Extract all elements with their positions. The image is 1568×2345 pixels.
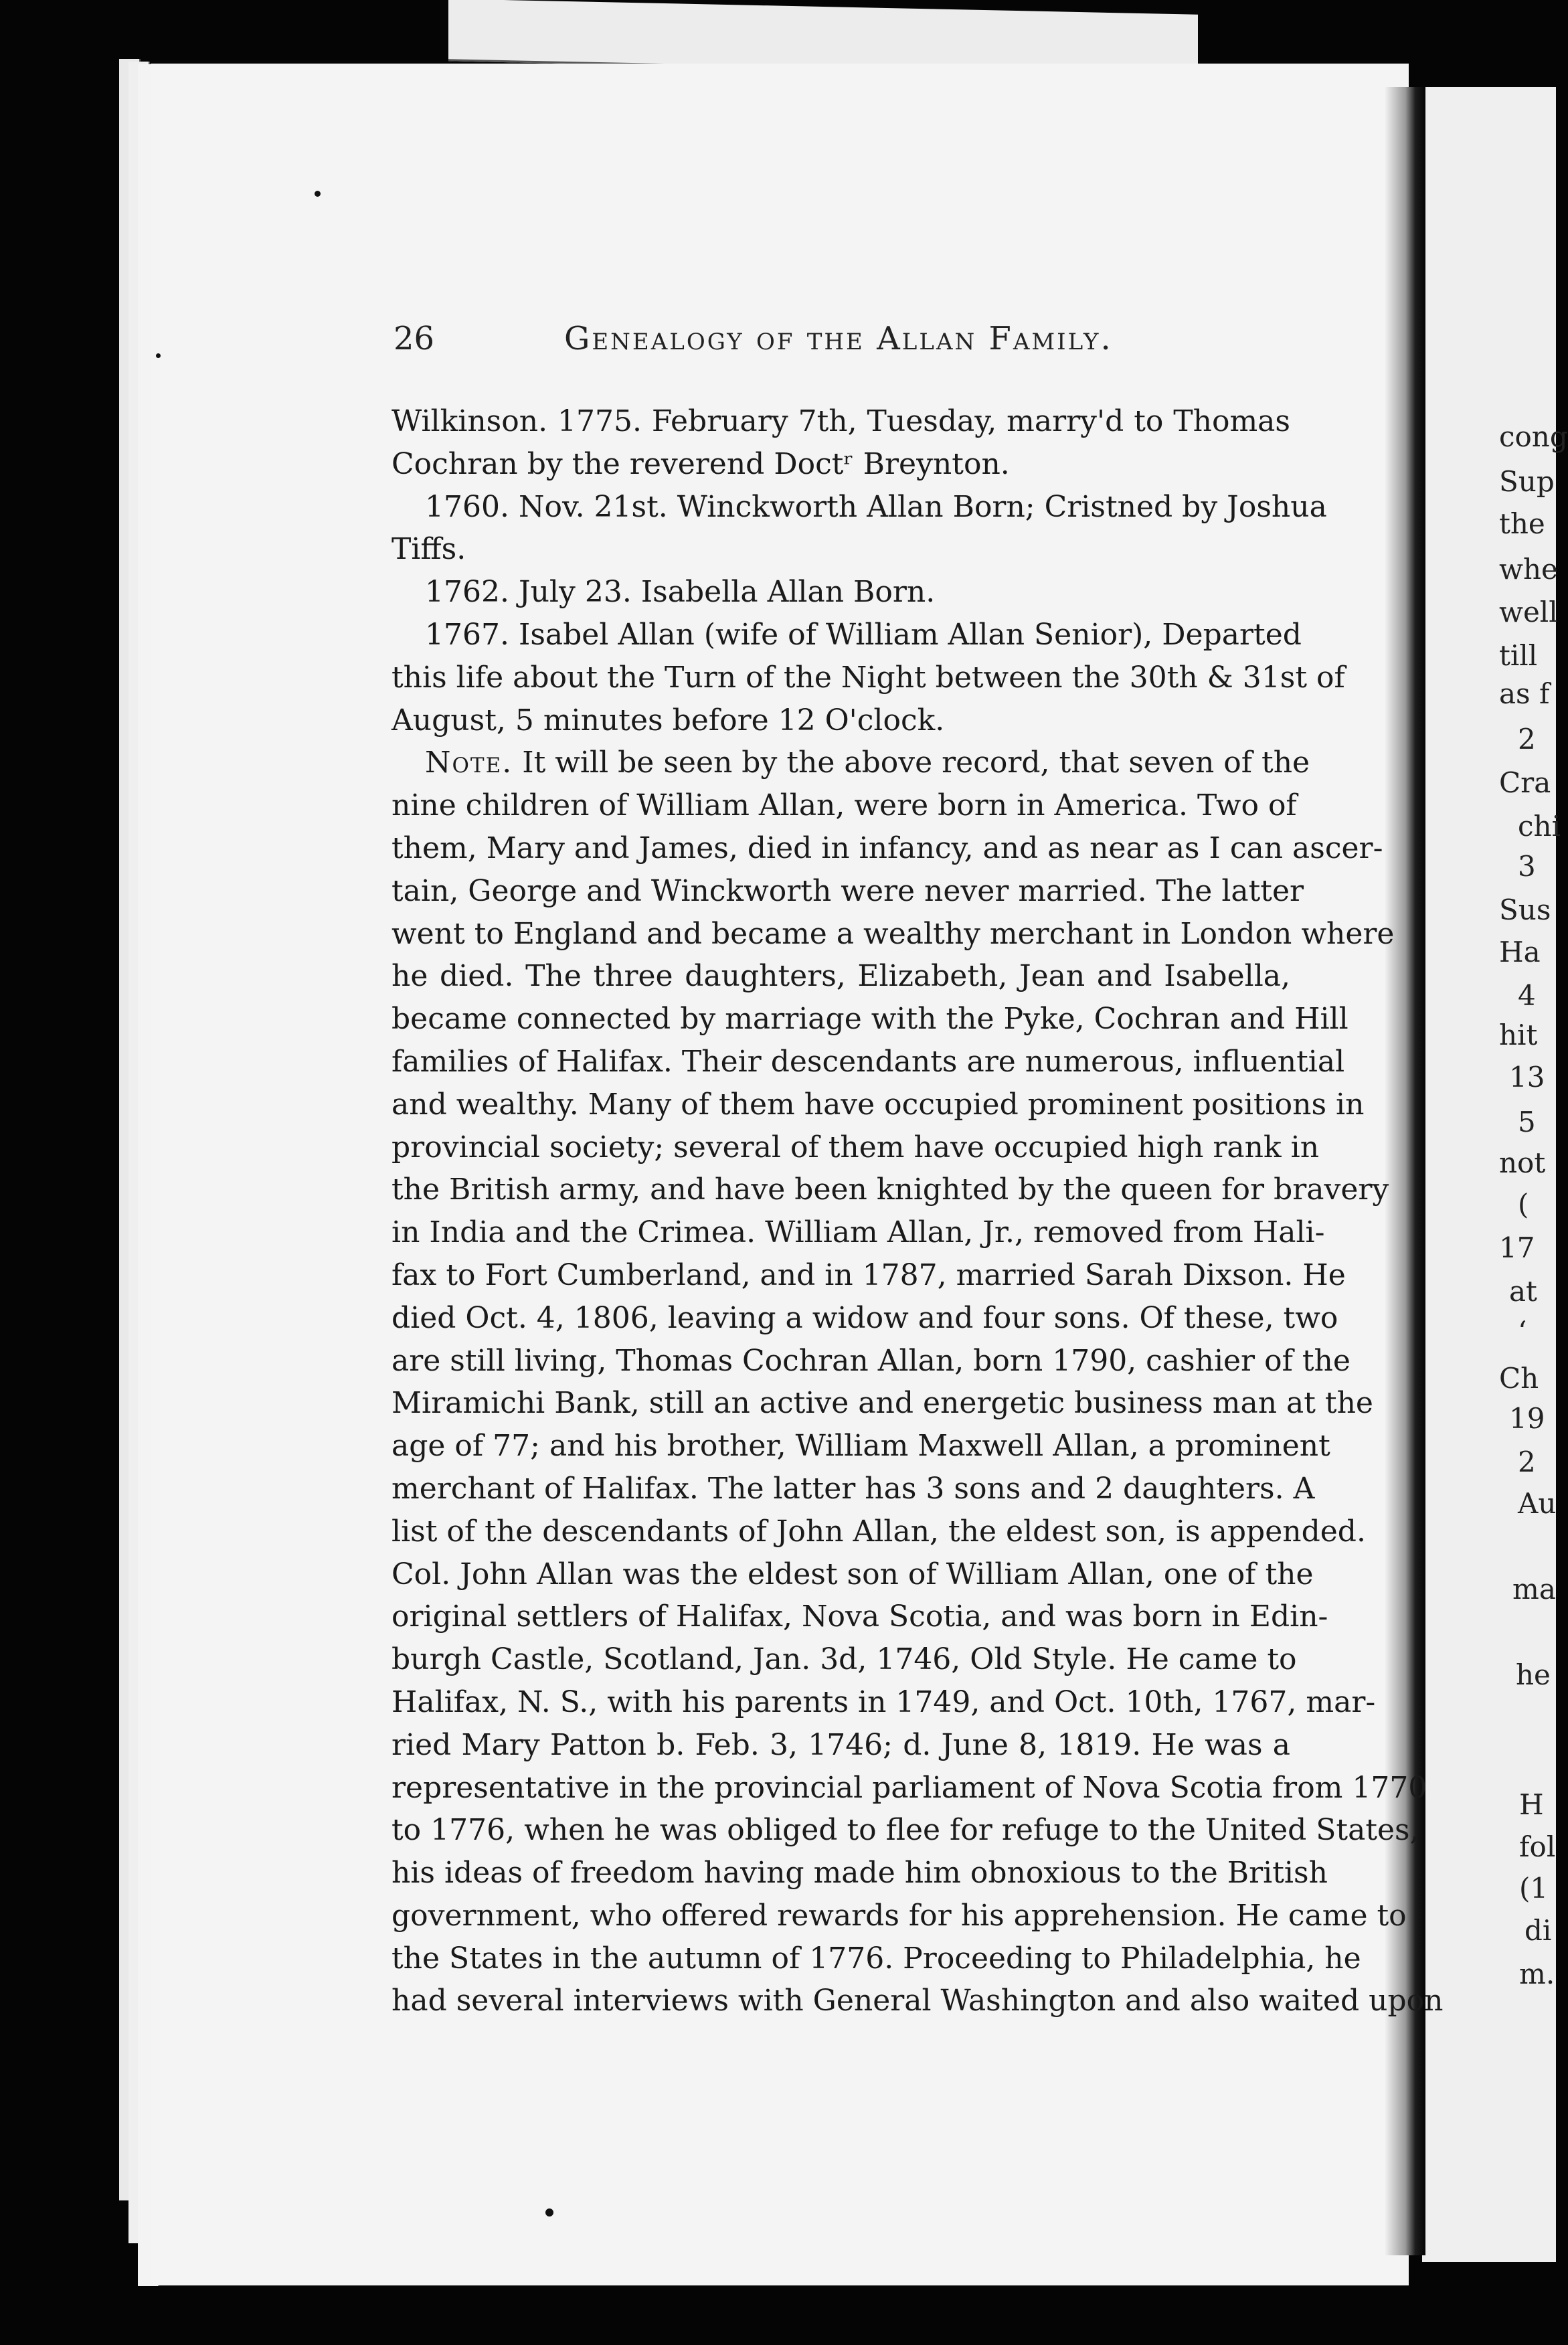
text-line-content: the British army, and have been knighted by the queen for bravery [391, 1172, 1389, 1207]
text-line [391, 784, 1297, 827]
text-line [391, 400, 1290, 443]
facing-page-fragment: 4 [1518, 979, 1536, 1012]
text-line [391, 742, 1310, 784]
text-line-content: went to England and became a wealthy merchant in London where [391, 916, 1395, 951]
text-line-content: the States in the autumn of 1776. Proceeding to Philadelphia, he [391, 1941, 1361, 1976]
text-line [391, 571, 1290, 614]
facing-page-fragment: ‘ [1518, 1315, 1527, 1348]
text-line-content: families of Halifax. Their descendants are numerous, influential [391, 1044, 1345, 1079]
text-line [391, 614, 1302, 657]
text-line-content: Col. John Allan was the eldest son of William Allan, one of the [391, 1557, 1314, 1591]
facing-page-fragment: Ch [1499, 1362, 1539, 1395]
text-line-content: his ideas of freedom having made him obnoxious to the British [391, 1856, 1328, 1891]
scan-speck [315, 191, 321, 197]
facing-page-fragment: Au [1518, 1487, 1557, 1520]
text-line-content: he died. The three daughters, Elizabeth, Jean and Isabella, [391, 959, 1290, 994]
text-line-content: Wilkinson. 1775. February 7th, Tuesday, marry'd to Thomas [391, 404, 1290, 438]
facing-page-fragment: di [1525, 1914, 1552, 1947]
text-line [391, 699, 1290, 742]
text-line-content: fax to Fort Cumberland, and in 1787, married Sarah Dixson. He [391, 1257, 1346, 1292]
facing-page-fragment: well [1499, 596, 1558, 628]
text-line [391, 1340, 1351, 1383]
text-line-content: tain, George and Winckworth were never married. The latter [391, 873, 1304, 908]
text-line [391, 1638, 1297, 1681]
facing-page-fragment: whe [1499, 553, 1558, 586]
text-line [391, 1468, 1315, 1510]
text-line-content: had several interviews with General Washington and also waited upon [391, 1984, 1444, 2018]
facing-page-fragment: at [1509, 1275, 1537, 1308]
text-line [391, 1382, 1373, 1425]
text-line [391, 1168, 1389, 1211]
text-line-content: died Oct. 4, 1806, leaving a widow and four sons. Of these, two [391, 1300, 1338, 1335]
text-line [391, 1510, 1366, 1553]
text-line-content: It will be seen by the above record, that seven of the [522, 746, 1310, 780]
facing-page-fragment: 3 [1518, 850, 1536, 883]
text-line [391, 1083, 1365, 1126]
text-line [391, 1425, 1330, 1468]
facing-page-fragment: Cra [1499, 766, 1551, 799]
text-line-content: burgh Castle, Scotland, Jan. 3d, 1746, Old Style. He came to [391, 1642, 1297, 1677]
text-line [391, 486, 1327, 529]
text-line [391, 1767, 1427, 1810]
facing-page-fragment: chi [1518, 810, 1561, 843]
text-line [391, 657, 1345, 699]
text-line-content: them, Mary and James, died in infancy, and as near as I can ascer- [391, 831, 1383, 865]
facing-page-fragment: Sup [1499, 465, 1555, 498]
body-text [391, 400, 1444, 2022]
text-line-content: became connected by marriage with the Pyke, Cochran and Hill [391, 1002, 1348, 1037]
text-line [391, 1724, 1290, 1767]
text-line [391, 913, 1395, 956]
text-line [391, 1809, 1419, 1852]
text-line-content: and wealthy. Many of them have occupied prominent positions in [391, 1087, 1365, 1122]
facing-page-fragment: cong [1499, 420, 1568, 453]
text-line [391, 998, 1348, 1041]
text-line [391, 1553, 1314, 1596]
text-line-content: August, 5 minutes before 12 O'clock. [391, 703, 945, 737]
text-line-content: Miramichi Bank, still an active and energetic business man at the [391, 1386, 1373, 1421]
facing-page-fragment: (1 [1519, 1872, 1549, 1905]
facing-page-fragment: 13 [1509, 1061, 1545, 1094]
facing-page-fragment: 19 [1509, 1402, 1545, 1435]
text-line [391, 1254, 1346, 1297]
facing-page-fragment: fol [1519, 1830, 1556, 1863]
facing-page-fragment: not [1499, 1146, 1546, 1179]
text-line-content: provincial society; several of them have occupied high rank in [391, 1130, 1320, 1164]
facing-page-fragment: m. [1519, 1958, 1555, 1990]
text-line [391, 528, 1290, 571]
scan-speck [156, 353, 161, 358]
facing-page-fragment: 17 [1499, 1231, 1535, 1264]
facing-page-fragment: he [1516, 1658, 1551, 1691]
facing-page-fragment: 2 [1518, 723, 1536, 756]
scan-speck [545, 2208, 553, 2217]
facing-page-fragment: 2 [1518, 1446, 1536, 1478]
text-line [391, 1681, 1376, 1724]
note-label: Note. [425, 746, 513, 780]
text-line-content: in India and the Crimea. William Allan, Jr., removed from Hali- [391, 1215, 1325, 1250]
facing-page-fragment: Sus [1499, 893, 1551, 926]
text-line [391, 1937, 1361, 1980]
text-line [391, 1041, 1345, 1083]
text-line-content: Tiffs. [391, 532, 466, 567]
text-line-content: age of 77; and his brother, William Maxwell Allan, a prominent [391, 1429, 1330, 1464]
facing-page-fragment: hit [1499, 1019, 1538, 1051]
text-line-content: to 1776, when he was obliged to flee for refuge to the United States, [391, 1813, 1419, 1848]
text-line-content: this life about the Turn of the Night between the 30th & 31st of [391, 660, 1345, 695]
text-line [391, 1852, 1328, 1895]
text-line-content: ried Mary Patton b. Feb. 3, 1746; d. June 8, 1819. He was a [391, 1727, 1290, 1762]
facing-page-fragment: 5 [1518, 1106, 1536, 1138]
text-line-content: representative in the provincial parliament of Nova Scotia from 1770 [391, 1770, 1427, 1805]
facing-page-fragment: ( [1518, 1188, 1529, 1221]
text-line [391, 1126, 1320, 1169]
page-number: 26 [394, 320, 435, 357]
facing-page-fragment: as f [1499, 677, 1550, 710]
text-line-content: Halifax, N. S., with his parents in 1749, and Oct. 10th, 1767, mar- [391, 1684, 1376, 1719]
page-header [394, 320, 1290, 360]
text-line [391, 1980, 1444, 2022]
text-line [391, 955, 1290, 998]
text-line-content: are still living, Thomas Cochran Allan, born 1790, cashier of the [391, 1343, 1351, 1378]
text-line-content: 1767. Isabel Allan (wife of William Allan Senior), Departed [425, 617, 1302, 652]
text-line [391, 1595, 1328, 1638]
text-line-content: nine children of William Allan, were born in America. Two of [391, 788, 1297, 823]
facing-page-fragment: till [1499, 639, 1538, 672]
text-line-content: merchant of Halifax. The latter has 3 sons and 2 daughters. A [391, 1471, 1315, 1506]
facing-page-fragment: Ha [1499, 936, 1541, 968]
text-line-content: government, who offered rewards for his apprehension. He came to [391, 1898, 1407, 1933]
text-line [391, 827, 1383, 870]
text-line [391, 870, 1304, 913]
text-line [391, 1297, 1338, 1340]
text-line [391, 1895, 1407, 1937]
text-line [391, 443, 1290, 486]
text-line-content: 1762. July 23. Isabella Allan Born. [425, 575, 936, 610]
text-line-content: original settlers of Halifax, Nova Scotia, and was born in Edin- [391, 1599, 1328, 1634]
facing-page-fragment: ma [1512, 1573, 1556, 1605]
text-line-content: list of the descendants of John Allan, the eldest son, is appended. [391, 1514, 1366, 1549]
text-line [391, 1211, 1325, 1254]
running-title: Genealogy of the Allan Family. [564, 320, 1113, 357]
text-line-content: Cochran by the reverend Doctʳ Breynton. [391, 446, 1010, 481]
text-line-content: 1760. Nov. 21st. Winckworth Allan Born; Cristned by Joshua [425, 489, 1327, 524]
facing-page-fragment: H [1519, 1788, 1544, 1821]
facing-page-fragment: the [1499, 507, 1545, 540]
